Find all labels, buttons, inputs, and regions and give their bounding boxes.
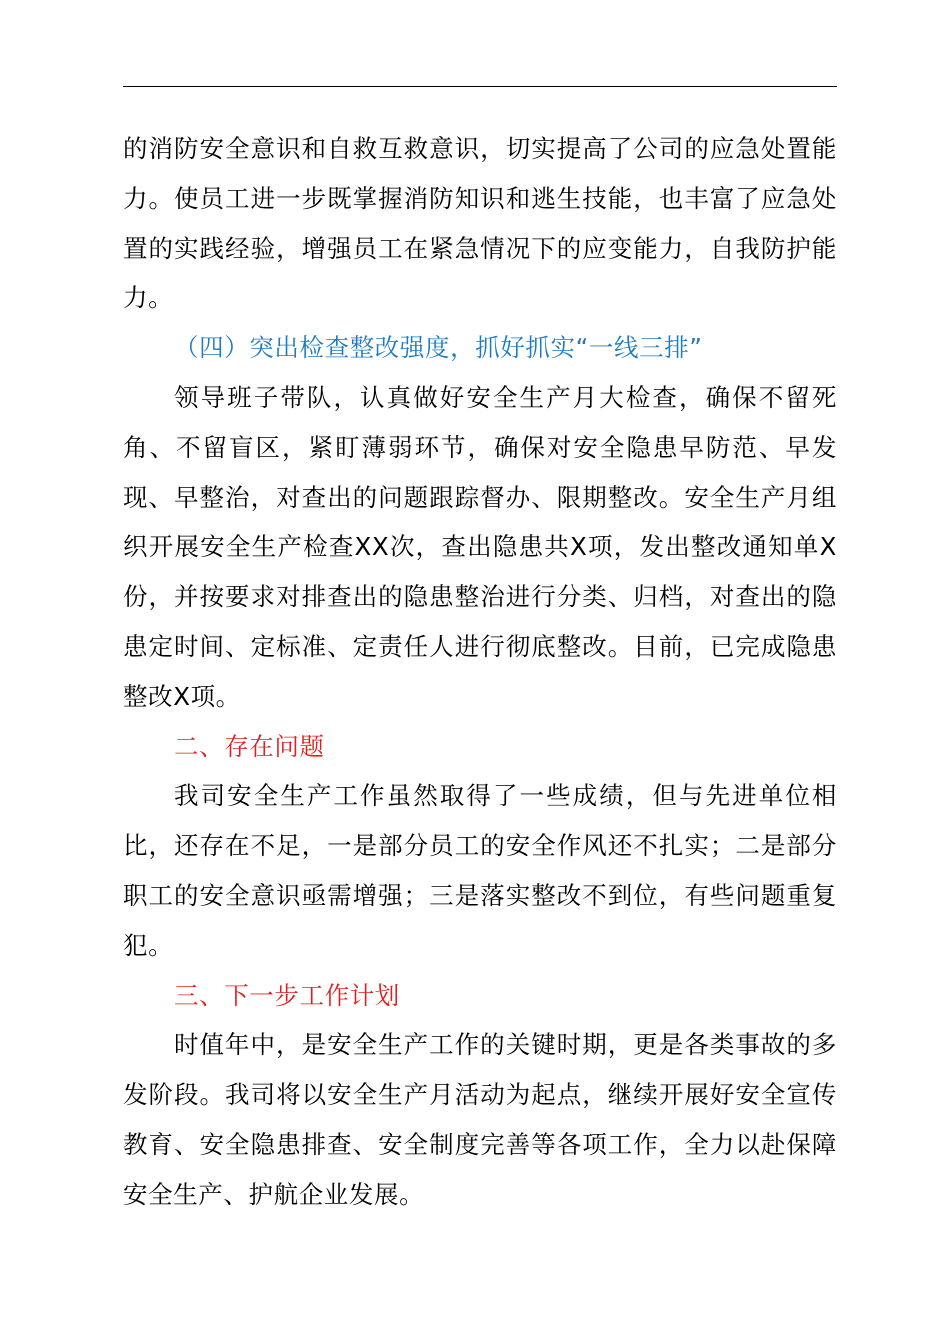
- header-rule: [123, 86, 837, 87]
- paragraph-problems: 我司安全生产工作虽然取得了一些成绩，但与先进单位相比，还存在不足，一是部分员工的安全作风还不扎实；二是部分职工的安全意识亟需增强；三是落实整改不到位，有些问题重复犯。: [123, 781, 837, 960]
- section-heading-next-plan: 三、下一步工作计划: [174, 980, 400, 1010]
- document-body: [123, 124, 837, 1220]
- section-heading-problems: 二、存在问题: [174, 731, 325, 761]
- paragraph-next-plan: 时值年中，是安全生产工作的关键时期，更是各类事故的多发阶段。我司将以安全生产月活动为起点，继续开展好安全宣传教育、安全隐患排查、安全制度完善等各项工作，全力以赴保障安全生产、护航企业发展。: [123, 1030, 837, 1209]
- subheading-inspection-rectification: （四）突出检查整改强度，抓好抓实“一线三排”: [174, 333, 703, 363]
- paragraph-continued: 的消防安全意识和自救互救意识，切实提高了公司的应急处置能力。使员工进一步既掌握消防知识和逃生技能，也丰富了应急处置的实践经验，增强员工在紧急情况下的应变能力，自我防护能力。: [123, 134, 837, 313]
- paragraph-inspection: 领导班子带队，认真做好安全生产月大检查，确保不留死角、不留盲区，紧盯薄弱环节，确保对安全隐患早防范、早发现、早整治，对查出的问题跟踪督办、限期整改。安全生产月组织开展安全生产检查XX次，查出隐患共X项，发出整改通知单X份，并按要求对排查出的隐患整治进行分类、归档，对查出的隐患定时间、定标准、定责任人进行彻底整改。目前，已完成隐患整改X项。: [123, 382, 837, 711]
